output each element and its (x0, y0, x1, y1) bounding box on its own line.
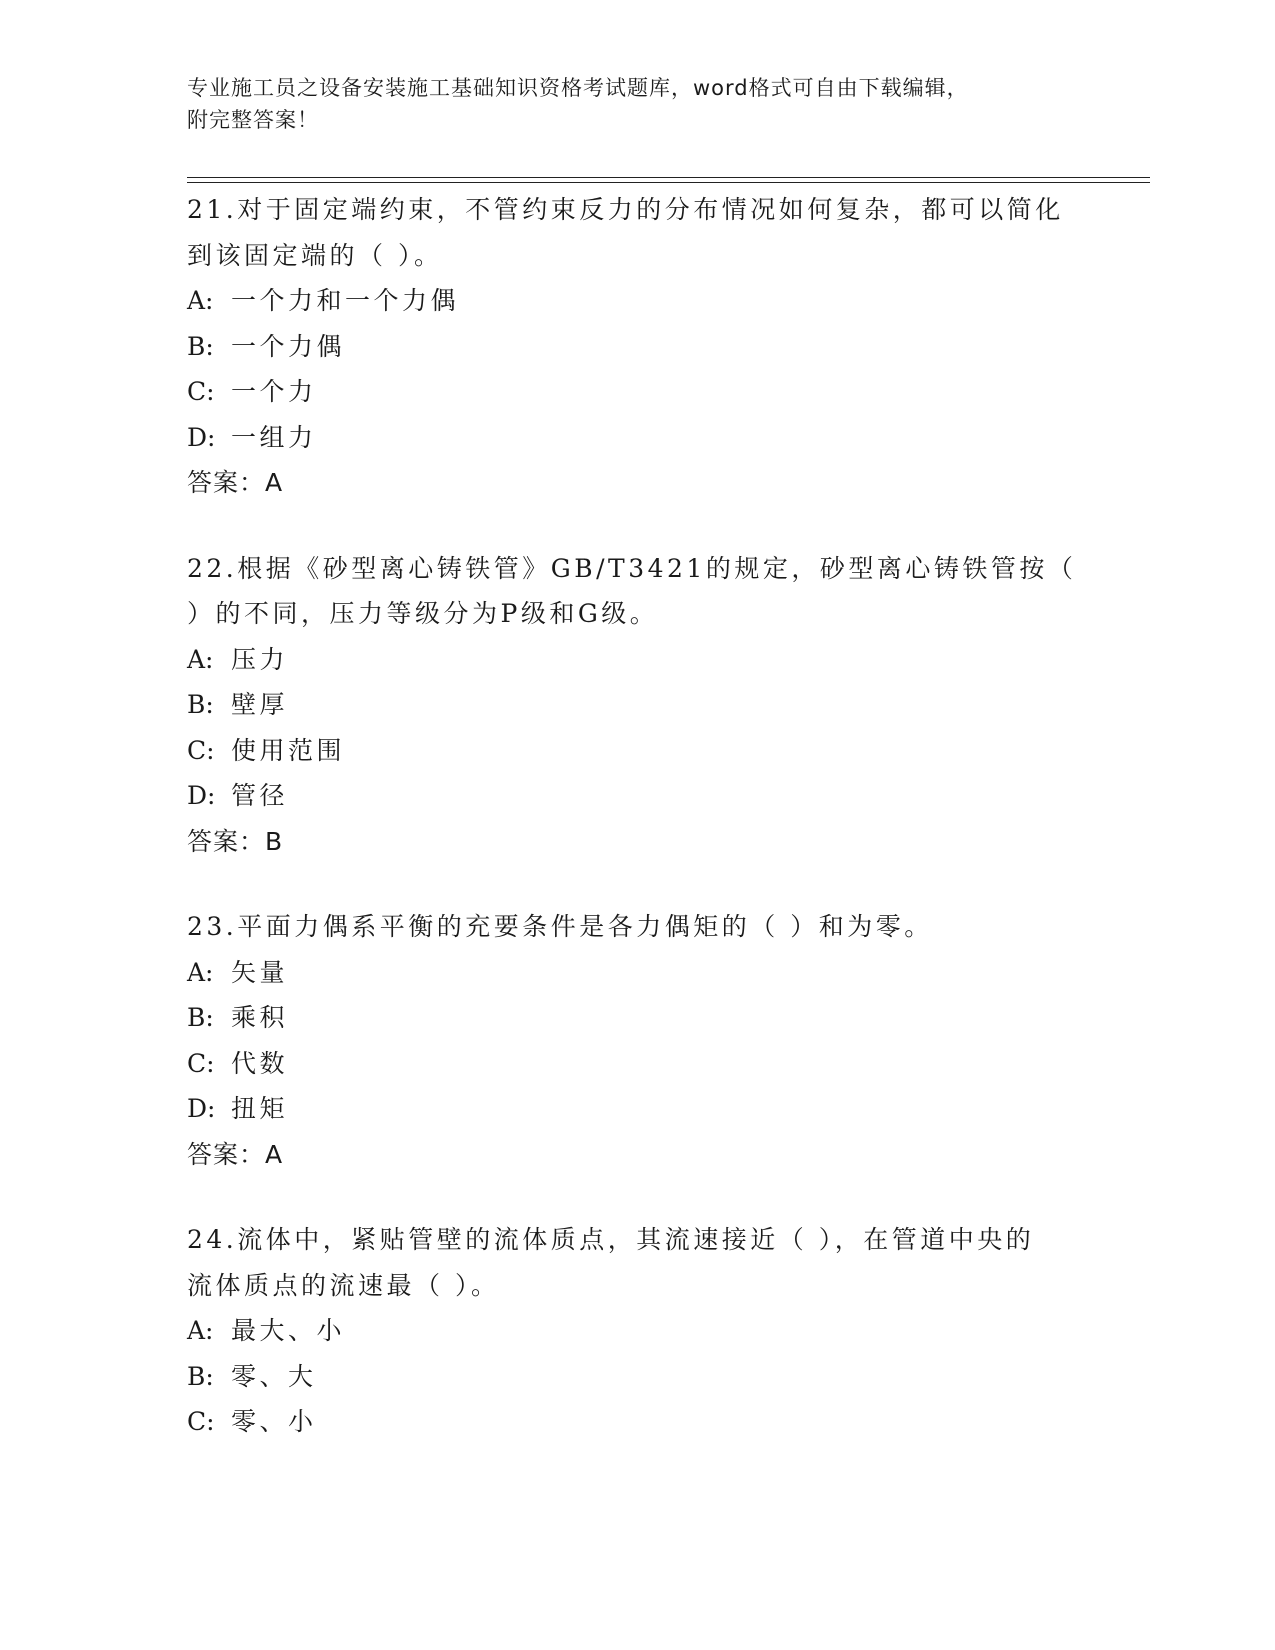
option-a (187, 278, 1087, 324)
option-text: 管径 (231, 781, 289, 810)
option-text: 一个力和一个力偶 (231, 286, 460, 315)
option-letter: A: (187, 957, 214, 987)
option-letter: B: (187, 1003, 214, 1032)
header-line-2: 附完整答案！ (187, 108, 319, 132)
option-text: 扭矩 (231, 1094, 289, 1123)
question-text-line: 24.流体中，紧贴管壁的流体质点，其流速接近（ ），在管道中央的 (187, 1225, 1035, 1254)
option-text: 最大、小 (231, 1316, 346, 1345)
option-text: 一组力 (231, 422, 317, 452)
option-letter: C: (187, 377, 215, 406)
option-text: 一个力偶 (231, 331, 346, 361)
question-list (187, 187, 1087, 1445)
option-letter: A: (187, 644, 214, 674)
option-letter: D: (187, 422, 216, 452)
option-c (187, 1041, 1087, 1087)
option-text: 零、小 (231, 1407, 317, 1436)
option-letter: B: (187, 331, 214, 361)
option-b (187, 995, 1087, 1041)
option-letter: A: (187, 286, 214, 315)
question-text-line: 23.平面力偶系平衡的充要条件是各力偶矩的（ ）和为零。 (187, 912, 933, 941)
document-header (187, 72, 1087, 136)
question-24 (187, 1217, 1087, 1445)
question-text-line: 21.对于固定端约束，不管约束反力的分布情况如何复杂，都可以简化 (187, 195, 1064, 224)
option-letter: D: (187, 781, 216, 810)
option-b (187, 682, 1087, 728)
option-b (187, 324, 1087, 370)
option-a (187, 950, 1087, 996)
question-text-line: 到该固定端的（ ）。 (187, 240, 443, 270)
question-22 (187, 546, 1087, 865)
option-text: 零、大 (231, 1361, 317, 1391)
option-c (187, 369, 1087, 415)
answer-line: 答案：A (187, 1139, 284, 1169)
option-text: 矢量 (231, 957, 289, 987)
option-b (187, 1354, 1087, 1400)
header-divider-bottom (187, 182, 1150, 183)
question-text-line: 22.根据《砂型离心铸铁管》GB/T3421的规定，砂型离心铸铁管按（ (187, 553, 1077, 583)
option-text: 压力 (231, 644, 289, 674)
option-letter: C: (187, 735, 215, 765)
answer-line: 答案：B (187, 826, 284, 856)
option-d (187, 415, 1087, 461)
option-letter: C: (187, 1407, 215, 1436)
option-text: 壁厚 (231, 690, 289, 719)
option-letter: B: (187, 690, 214, 719)
option-letter: A: (187, 1316, 214, 1345)
option-c (187, 1399, 1087, 1445)
option-text: 乘积 (231, 1003, 289, 1032)
option-letter: C: (187, 1048, 215, 1078)
answer-line: 答案：A (187, 468, 284, 497)
option-text: 使用范围 (231, 735, 346, 765)
option-d (187, 1086, 1087, 1132)
question-text-line: ）的不同，压力等级分为P级和G级。 (187, 599, 659, 628)
question-21 (187, 187, 1087, 506)
option-c (187, 728, 1087, 774)
option-text: 代数 (231, 1048, 289, 1078)
header-divider-top (187, 177, 1150, 178)
option-text: 一个力 (231, 377, 317, 406)
question-23 (187, 904, 1087, 1177)
option-letter: B: (187, 1361, 214, 1391)
header-line-1: 专业施工员之设备安装施工基础知识资格考试题库，word格式可自由下载编辑， (187, 76, 969, 100)
question-text-line: 流体质点的流速最（ ）。 (187, 1270, 500, 1300)
option-a (187, 637, 1087, 683)
option-d (187, 773, 1087, 819)
option-a (187, 1308, 1087, 1354)
option-letter: D: (187, 1094, 216, 1123)
